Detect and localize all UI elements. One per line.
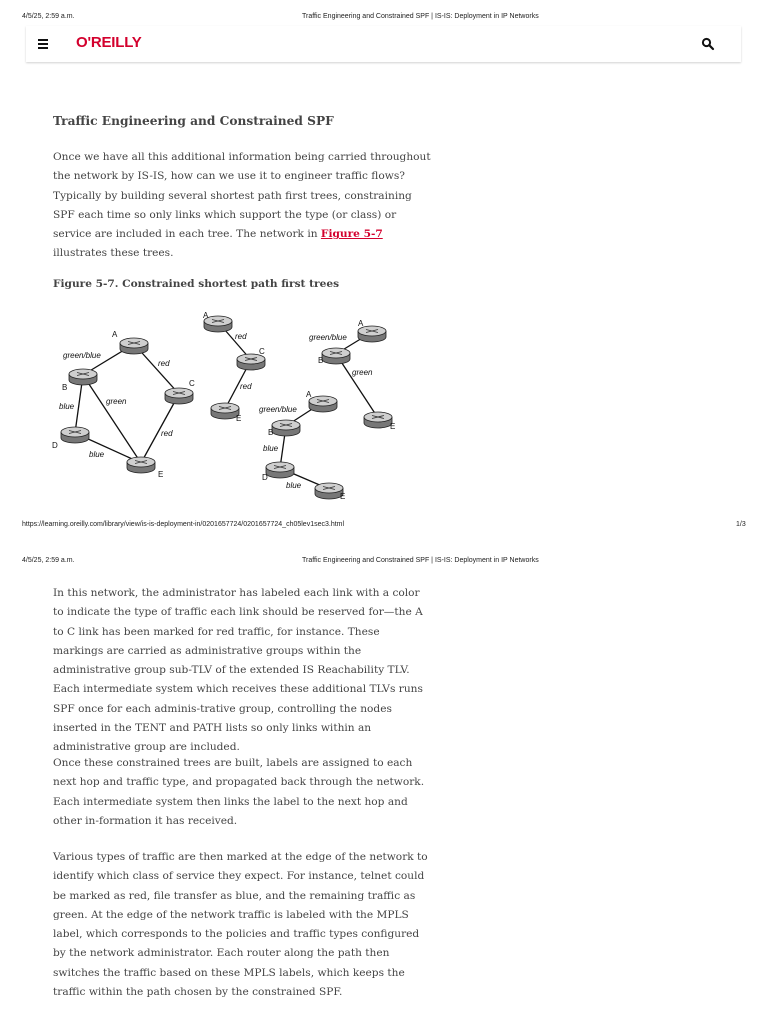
svg-text:blue: blue [286,481,302,490]
print-url: https://learning.oreilly.com/library/view/is-is-deployment-in/0201657724/0201657724_ch05lev1sec3.html [22,521,345,528]
intro-text-end: illustrates these trees. [53,247,174,260]
svg-text:E: E [236,414,242,423]
top-navbar [26,26,741,62]
svg-text:E: E [390,422,396,431]
router-b [69,369,97,385]
svg-text:red: red [235,332,247,341]
print-title-page-2: Traffic Engineering and Constrained SPF | IS-IS: Deployment in IP Networks [302,557,539,564]
network-trees-figure [48,306,408,506]
link-label-red: red [158,359,170,368]
link-label-green-blue: green/blue [63,351,101,360]
search-icon[interactable] [701,37,715,51]
router-e [127,457,155,473]
node-label-d: D [52,441,58,450]
svg-text:green/blue: green/blue [309,333,347,342]
svg-text:B: B [268,428,274,437]
svg-text:C: C [259,347,265,356]
router-a [120,338,148,354]
print-title: Traffic Engineering and Constrained SPF | IS-IS: Deployment in IP Networks [302,13,539,20]
svg-text:red: red [240,382,252,391]
print-date: 4/5/25, 2:59 a.m. [22,13,75,20]
svg-text:green/blue: green/blue [259,405,297,414]
node-label-e: E [158,470,164,479]
figure-caption: Figure 5-7. Constrained shortest path first trees [53,278,340,290]
red-tree [203,311,265,423]
print-date-page-2: 4/5/25, 2:59 a.m. [22,557,75,564]
intro-paragraph [53,148,433,264]
hamburger-menu-icon[interactable] [36,37,50,51]
svg-text:E: E [340,492,346,501]
node-label-b: B [62,383,68,392]
intro-text: Once we have all this additional information being carried throughout the network by IS-IS, how can we use it to engineer traffic flows? Typically by building several shortest path first trees, constraining SPF each time so only links which support the type (or class) or service are included in each tree. The network in [53,151,431,241]
node-label-c: C [189,379,195,388]
node-label-a: A [112,330,118,339]
svg-text:A: A [203,311,209,320]
svg-text:A: A [306,390,312,399]
blue-tree [259,390,345,501]
link-label-red: red [161,429,173,438]
svg-text:blue: blue [263,444,279,453]
traffic-marking-paragraph: Various types of traffic are then marked at the edge of the network to identify which class of service they expect. For instance, telnet could be marked as red, file transfer as blue, and the remaining traffic as green. At the edge of the network traffic is labeled with the MPLS label, which corresponds to the policies and traffic types configured by the network administrator. Each router along the path then switches the traffic based on these MPLS labels, which keeps the traffic within the path chosen by the constrained SPF. [53,851,428,999]
svg-text:D: D [262,473,268,482]
labels-paragraph: Once these constrained trees are built, labels are assigned to each next hop and traffic type, and propagated back through the network. Each intermediate system then links the label to the next hop and other in-formation it has received. [53,757,425,827]
link-label-green: green [106,397,127,406]
link-label-blue: blue [59,402,75,411]
link-label-blue: blue [89,450,105,459]
router-c [165,388,193,404]
admin-groups-paragraph: In this network, the administrator has labeled each link with a color to indicate the type of traffic each link should be reserved for—the A to C link has been marked for red traffic, for instance. These markings are carried as administrative groups within the administrative group sub-TLV of the extended IS Reachability TLV. Each intermediate system which receives these additional TLVs runs SPF once for each adminis-trative group, controlling the nodes inserted in the TENT and PATH lists so only links within an administrative group are included. [53,587,423,754]
page-number: 1/3 [736,521,746,528]
svg-text:A: A [358,319,364,328]
oreilly-logo[interactable]: O'REILLY [76,34,142,51]
router-d [61,427,89,443]
page-title: Traffic Engineering and Constrained SPF [53,114,334,128]
full-network [52,330,195,479]
figure-5-7-link[interactable]: Figure 5-7 [320,228,383,241]
svg-text:green: green [352,368,373,377]
svg-text:B: B [318,356,324,365]
green-tree [309,319,395,431]
